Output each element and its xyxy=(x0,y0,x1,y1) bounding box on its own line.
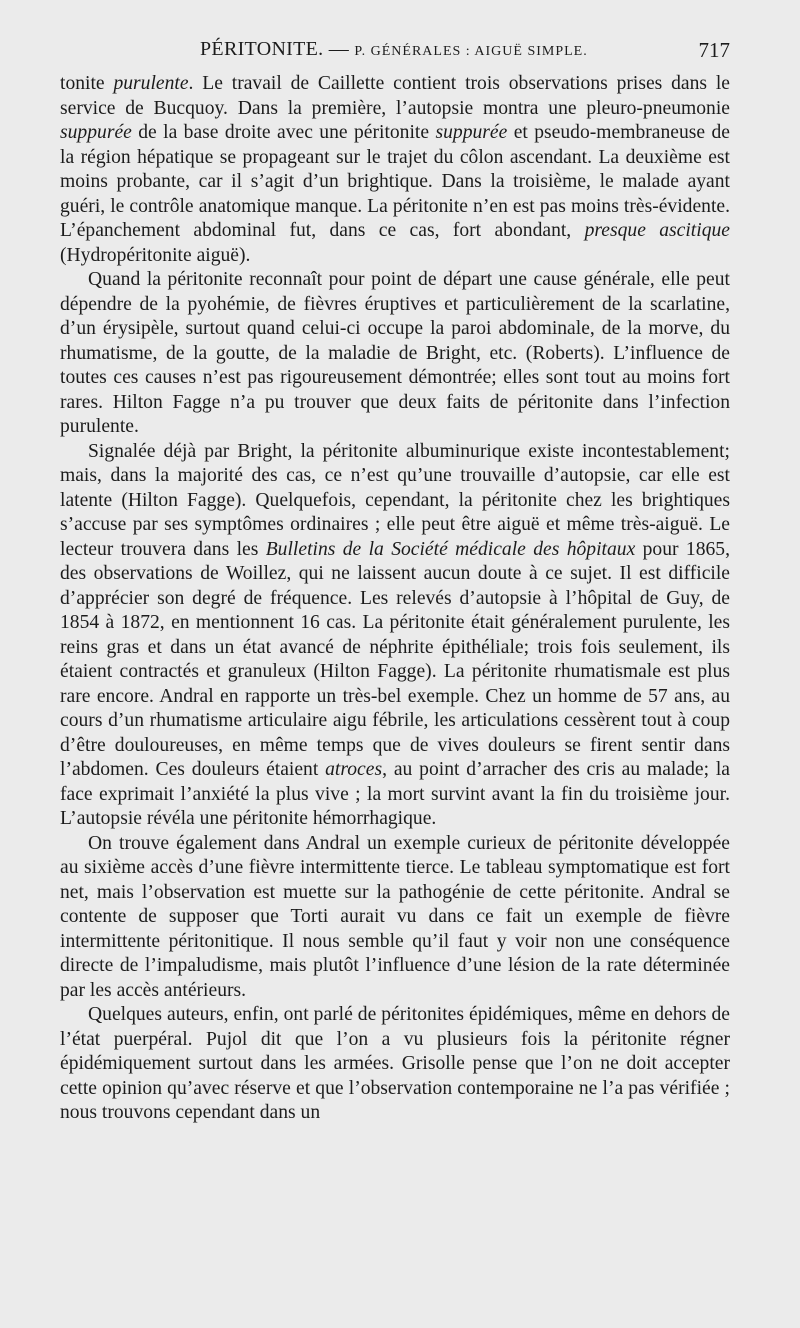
running-title-main: PÉRITONITE. xyxy=(200,38,324,60)
text-run: (Hydropéritonite aiguë). xyxy=(60,244,251,266)
italic-text: Bulletins de la Société médicale des hôpitaux xyxy=(265,538,636,560)
text-run: Quelques auteurs, enfin, ont parlé de péritonites épidémiques, même en dehors de l’état puerpéral. Pujol dit que l’on a vu plusieurs fois la péritonite régner épidémiquement surtout dans les armées. Grisolle pense que l’on ne doit accepter cette opinion qu’avec réserve et que l’observation contemporaine ne l’a pas vérifiée ; nous trouvons cependant dans un xyxy=(60,1004,730,1123)
italic-text: purulente xyxy=(113,73,189,94)
text-run: , au point d’arracher des cris au malade; la face exprimait l’anxiété la plus vive ; la mort survint avant la fin du troisième jour. L’autopsie révéla une péritonite hémorrhagique. xyxy=(60,759,730,829)
text-run: et pseudo-membraneuse de la région hépatique se propageant sur le trajet du côlon ascendant. La deuxième est moins probante, car il s’agit d’un brightique. Dans la troisième, le malade ayant guéri, le contrôle anatomique manque. La péritonite n’en est pas moins très-évidente. L’épanchement abdominal fut, dans ce cas, fort abondant, xyxy=(60,122,730,241)
running-header xyxy=(60,36,730,66)
page-number: 717 xyxy=(698,38,730,62)
paragraph xyxy=(60,440,730,832)
text-run: de la base droite avec une péritonite xyxy=(131,122,436,143)
text-run: Signalée déjà par Bright, la péritonite albuminurique existe incontestablement; mais, dans la majorité des cas, ce n’est qu’une trouvaille d’autopsie, car elle est latente (Hilton Fagge). Quelquefois, cependant, la péritonite chez les brightiques s’accuse par ses symptômes ordinaires ; elle peut être aiguë et même très-aiguë. Le lecteur trouvera dans les xyxy=(60,440,730,560)
paragraph xyxy=(60,72,730,268)
italic-text: suppurée xyxy=(60,122,132,143)
italic-text: atroces xyxy=(325,759,383,780)
italic-text: suppurée xyxy=(435,122,508,143)
body-text xyxy=(60,72,730,1126)
paragraph xyxy=(60,1003,730,1126)
running-title-dash: — xyxy=(323,38,355,60)
text-run: Quand la péritonite reconnaît pour point de départ une cause générale, elle peut dépendre de la pyohémie, de fièvres éruptives et particulièrement de la scarlatine, d’un érysipèle, surtout quand celui-ci occupe la paroi abdominale, de la morve, du rhumatisme, de la goutte, de la maladie de Bright, etc. (Roberts). L’influence de toutes ces causes n’est pas rigoureusement démontrée; elles sont tout au moins fort rares. Hilton Fagge n’a pu trouver que deux faits de péritonite dans l’infection purulente. xyxy=(60,269,730,437)
paragraph xyxy=(60,268,730,440)
paragraph xyxy=(60,832,730,1004)
running-title xyxy=(200,38,588,61)
italic-text: presque ascitique xyxy=(584,220,730,241)
text-run: tonite xyxy=(60,73,114,94)
text-run: . Le travail de Caillette contient trois observations prises dans le service de Bucquoy. Dans la première, l’autopsie montra une pleuro-pneumonie xyxy=(60,73,730,119)
running-title-sub: P. GÉNÉRALES : AIGUË SIMPLE. xyxy=(354,44,588,59)
text-run: pour 1865, des observations de Woillez, qui ne laissent aucun doute à ce sujet. Il est difficile d’apprécier son degré de fréquence. Les relevés d’autopsie à l’hôpital de Guy, de 1854 à 1872, en mentionnent 16 cas. La péritonite était généralement purulente, les reins gras et dans un état avancé de néphrite épithéliale; trois fois seulement, ils étaient contractés et granuleux (Hilton Fagge). La péritonite rhumatismale est plus rare encore. Andral en rapporte un très-bel exemple. Chez un homme de 57 ans, au cours d’un rhumatisme articulaire aigu fébrile, les articulations cessèrent tout à coup d’être douloureuses, en même temps que de vives douleurs se firent sentir dans l’abdomen. Ces douleurs étaient xyxy=(60,538,730,780)
text-run: On trouve également dans Andral un exemple curieux de péritonite développée au sixième accès d’une fièvre intermittente tierce. Le tableau symptomatique est fort net, mais l’observation est muette sur la pathogénie de cette péritonite. Andral se contente de supposer que Torti aurait vu dans ce fait un exemple de fièvre intermittente péritonitique. Il nous semble qu’il faut y voir non une conséquence directe de l’impaludisme, mais plutôt l’influence d’une lésion de la rate déterminée par les accès antérieurs. xyxy=(60,832,730,1001)
